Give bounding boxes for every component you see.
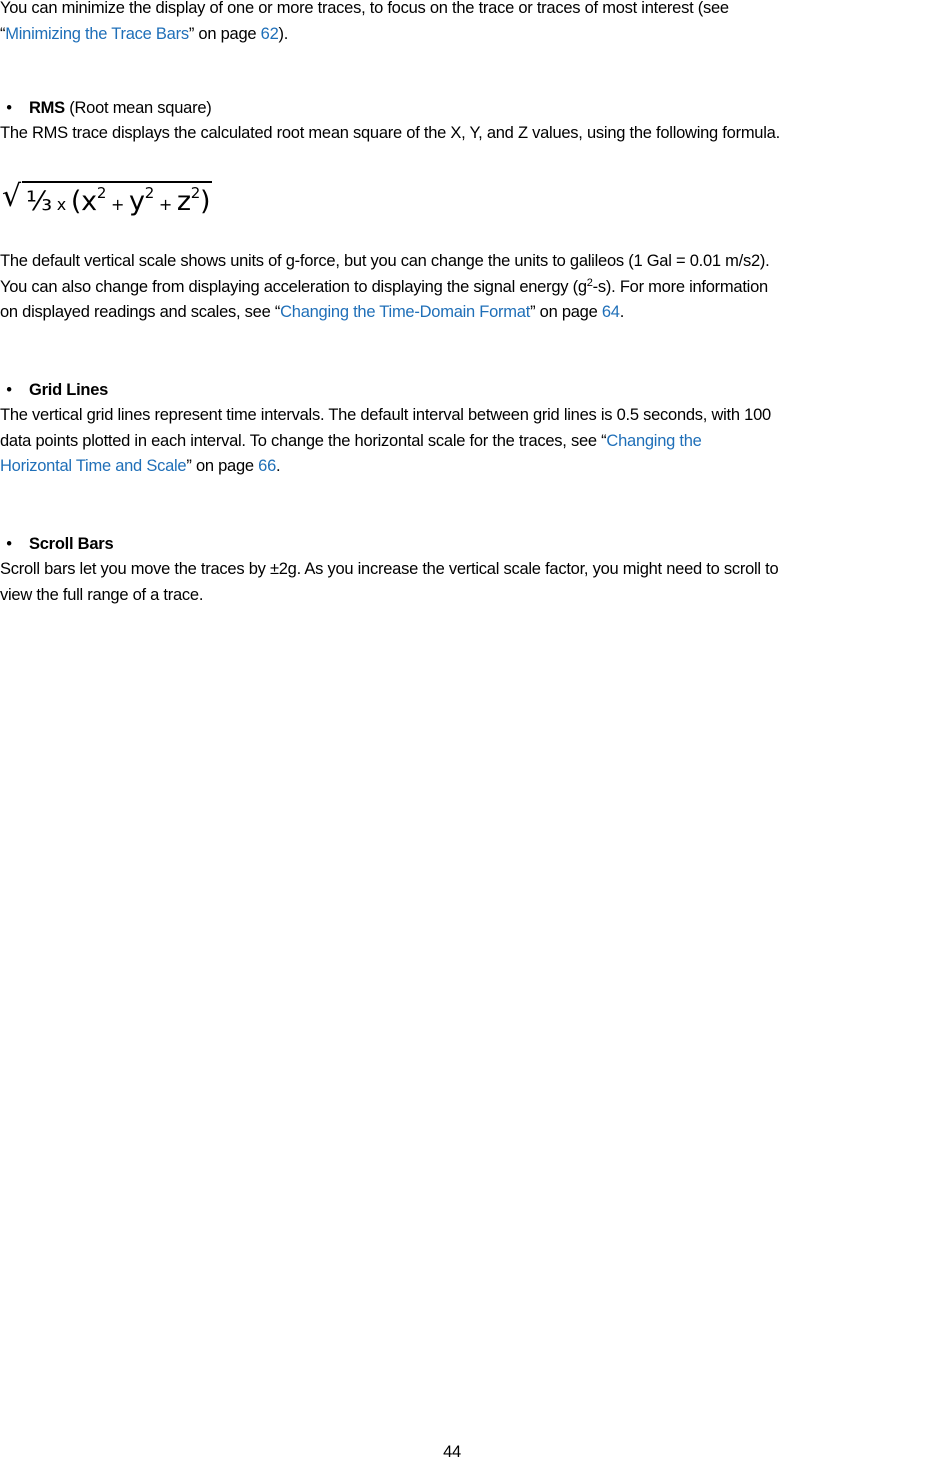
rms-para-sup: 2	[586, 276, 593, 289]
intro-text-mid: ” on page	[188, 24, 261, 43]
grid-lines-section	[0, 378, 932, 480]
link-horizontal-time-scale[interactable]: Horizontal Time and Scale	[0, 457, 187, 475]
formula-plus-1: +	[106, 195, 129, 214]
rms-para-line3b: ” on page	[530, 303, 602, 321]
scroll-bars-section	[0, 532, 932, 608]
bullet-icon: •	[6, 99, 12, 117]
rms-description: The RMS trace displays the calculated root mean square of the X, Y, and Z values, using the following formula.	[0, 124, 780, 142]
rms-para-line2a: You can also change from displaying acceleration to displaying the signal energy (g	[0, 277, 587, 296]
rms-subtitle: (Root mean square)	[64, 99, 212, 117]
grid-lines-line3	[0, 454, 932, 480]
rms-formula	[0, 176, 260, 220]
link-changing-the-part1[interactable]: Changing the	[606, 431, 702, 450]
bullet-icon: •	[6, 535, 12, 553]
page-ref-66[interactable]: 66	[258, 457, 277, 475]
grid-lines-line2	[0, 429, 932, 455]
link-changing-time-domain-format[interactable]: Changing the Time-Domain Format	[280, 303, 531, 321]
intro-quote-open: “	[0, 24, 6, 43]
intro-paragraph	[0, 0, 932, 47]
rms-para-line1: The default vertical scale shows units of g-force, but you can change the units to galileos (1 Gal = 0.01 m/s2).	[0, 252, 770, 270]
scroll-bars-bullet-row	[0, 532, 932, 557]
link-minimizing-trace-bars[interactable]: Minimizing the Trace Bars	[5, 24, 189, 43]
rms-heading	[29, 96, 212, 122]
grid-lines-line1: The vertical grid lines represent time intervals. The default interval between grid lines is 0.5 seconds, with 100	[0, 406, 771, 424]
formula-radicand	[22, 181, 212, 219]
formula-y: y	[128, 186, 145, 217]
rms-para-line3a: on displayed readings and scales, see “	[0, 303, 281, 321]
page-ref-62[interactable]: 62	[260, 24, 279, 43]
bullet-icon: •	[6, 381, 12, 399]
scroll-bars-line1: Scroll bars let you move the traces by ±2g. As you increase the vertical scale factor, you might need to scroll to	[0, 560, 779, 578]
formula-exp-z: 2	[190, 184, 201, 202]
intro-text: You can minimize the display of one or more traces, to focus on the trace or traces of most interest (see	[0, 0, 729, 17]
grid-lines-title: Grid Lines	[29, 381, 109, 399]
formula-exp-x: 2	[96, 184, 107, 202]
formula-close: )	[200, 186, 211, 217]
page-ref-64[interactable]: 64	[601, 303, 620, 321]
rms-para-line3c: .	[619, 303, 625, 321]
rms-section	[0, 96, 932, 147]
rms-para-line2b: -s). For more information	[592, 277, 768, 296]
grid-lines-line3c: .	[276, 457, 281, 475]
formula-times: x	[51, 195, 71, 214]
grid-lines-line2a: data points plotted in each interval. To change the horizontal scale for the traces, see “	[0, 431, 607, 450]
formula-plus-2: +	[153, 195, 177, 214]
intro-text-after: ).	[278, 24, 289, 43]
rms-paragraph	[0, 249, 932, 326]
grid-lines-bullet-row	[0, 378, 932, 403]
square-root-icon: √	[2, 179, 21, 214]
formula-z: z	[176, 186, 191, 217]
formula-open: (x	[70, 186, 97, 217]
rms-bullet-row	[0, 96, 932, 121]
grid-lines-line3b: ” on page	[186, 457, 259, 475]
page-number: 44	[443, 1443, 461, 1461]
formula-exp-y: 2	[144, 184, 154, 202]
scroll-bars-line2: view the full range of a trace.	[0, 585, 204, 604]
scroll-bars-title: Scroll Bars	[29, 535, 114, 553]
rms-title: RMS	[29, 99, 65, 117]
formula-fraction: ⅓	[26, 186, 52, 217]
